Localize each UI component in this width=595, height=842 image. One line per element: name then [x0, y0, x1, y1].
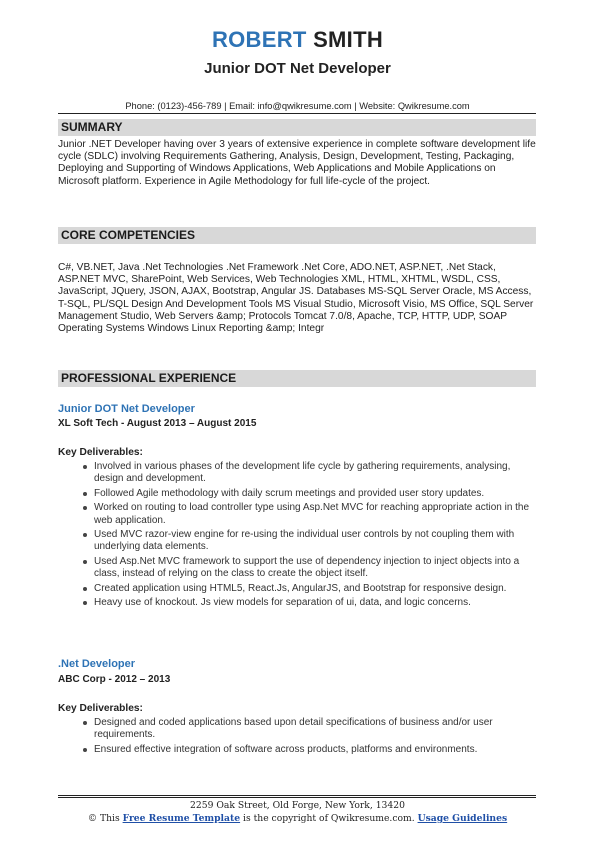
job-meta-2: ABC Corp - 2012 – 2013	[58, 674, 171, 685]
bullet-dot	[83, 587, 87, 591]
bullet-text: Used MVC razor-view engine for re-using the individual user controls by not coupling them with underlying data elements.	[94, 529, 515, 553]
bullet-dot	[83, 721, 87, 725]
footer-address: 2259 Oak Street, Old Forge, New York, 13420	[190, 800, 405, 811]
bullet-dot	[83, 506, 87, 510]
job-headline: Junior DOT Net Developer	[204, 60, 391, 77]
bullet-text: Involved in various phases of the development life cycle by gathering requirements, analysing, design and development.	[94, 461, 511, 485]
job-1-bullets	[94, 461, 540, 612]
job-title-2: .Net Developer	[58, 658, 136, 670]
bullet-text: Used Asp.Net MVC framework to support the use of dependency injection to inject objects into a class, instead of relying on the class to create the object itself.	[94, 555, 520, 580]
summary-text: Junior .NET Developer having over 3 years of extensive experience in complete software development life cycle (SDLC) involving Requirements Gathering, Analysis, Design, Development, Testing, Packaging, Deploying and Supporting of Windows Applications, Web Applications and Mobile Applications on Microsoft platform. Experience in Agile Methodology for full life-cycle of the project.	[58, 139, 536, 187]
bullet-dot	[83, 560, 87, 564]
last-name: SMITH	[313, 27, 384, 52]
bullet-text: Designed and coded applications based upon detail specifications of business and/or user requirements.	[94, 717, 493, 741]
copyright-prefix: © This	[87, 813, 120, 824]
section-heading-summary: SUMMARY	[58, 119, 536, 136]
job-title-1: Junior DOT Net Developer	[58, 403, 195, 415]
first-name: ROBERT	[211, 27, 307, 52]
footer-copyright	[0, 813, 595, 825]
deliverables-label-1: Key Deliverables:	[58, 447, 143, 458]
bullet-dot	[83, 601, 87, 605]
job-2-bullets	[94, 717, 540, 758]
bullet-text: Worked on routing to load controller type using Asp.Net MVC for reaching appropriate action in the web application.	[94, 502, 530, 526]
list-item	[94, 717, 540, 741]
list-item	[94, 597, 540, 609]
copyright-middle: is the copyright of Qwikresume.com.	[243, 813, 415, 824]
bullet-dot	[83, 465, 87, 469]
bullet-text: Heavy use of knockout. Js view models for separation of ui, data, and logic concerns.	[94, 597, 471, 609]
list-item	[94, 488, 540, 500]
bullet-dot	[83, 492, 87, 496]
competencies-text: C#, VB.NET, Java .Net Technologies .Net Framework .Net Core, ADO.NET, ASP.NET, .Net Stack, ASP.NET MVC, SharePoint, Web Services, Web Technologies XML, HTML, XHTML, WSDL, CSS, JavaScript, JQuery, JSON, AJAX, Bootstrap, Angular JS. Databases MS-SQL Server Oracle, MS Access, T-SQL, PL/SQL Design And Development Tools MS Visual Studio, Microsoft Visio, MS Office, SQL Server Management Studio, Web Servers &amp; Protocols Tomcat 7.0/8, Apache, TCP, HTTP, UDP, SOAP Operating Systems Windows Linux Reporting &amp; Integr	[58, 262, 534, 335]
bullet-text: Ensured effective integration of software across products, platforms and environments.	[94, 743, 478, 755]
usage-guidelines-link[interactable]: Usage Guidelines	[417, 813, 508, 824]
bullet-dot	[83, 748, 87, 752]
header-divider	[58, 113, 536, 114]
footer-divider-top	[58, 795, 536, 796]
list-item	[94, 583, 540, 595]
bullet-dot	[83, 533, 87, 537]
section-heading-competencies: CORE COMPETENCIES	[58, 227, 536, 244]
list-item	[94, 502, 540, 526]
deliverables-label-2: Key Deliverables:	[58, 703, 143, 714]
list-item	[94, 529, 540, 553]
list-item	[94, 461, 540, 485]
candidate-name	[0, 28, 595, 52]
list-item	[94, 744, 540, 756]
footer-divider-bottom	[58, 797, 536, 798]
section-heading-experience: PROFESSIONAL EXPERIENCE	[58, 370, 536, 387]
free-resume-template-link[interactable]: Free Resume Template	[122, 813, 241, 824]
bullet-text: Followed Agile methodology with daily scrum meetings and provided user story updates.	[94, 487, 485, 499]
bullet-text: Created application using HTML5, React.Js, AngularJS, and Bootstrap for responsive design.	[94, 582, 507, 594]
contact-line: Phone: (0123)-456-789 | Email: info@qwikresume.com | Website: Qwikresume.com	[125, 101, 470, 111]
job-meta-1: XL Soft Tech - August 2013 – August 2015	[58, 418, 257, 429]
list-item	[94, 556, 540, 580]
